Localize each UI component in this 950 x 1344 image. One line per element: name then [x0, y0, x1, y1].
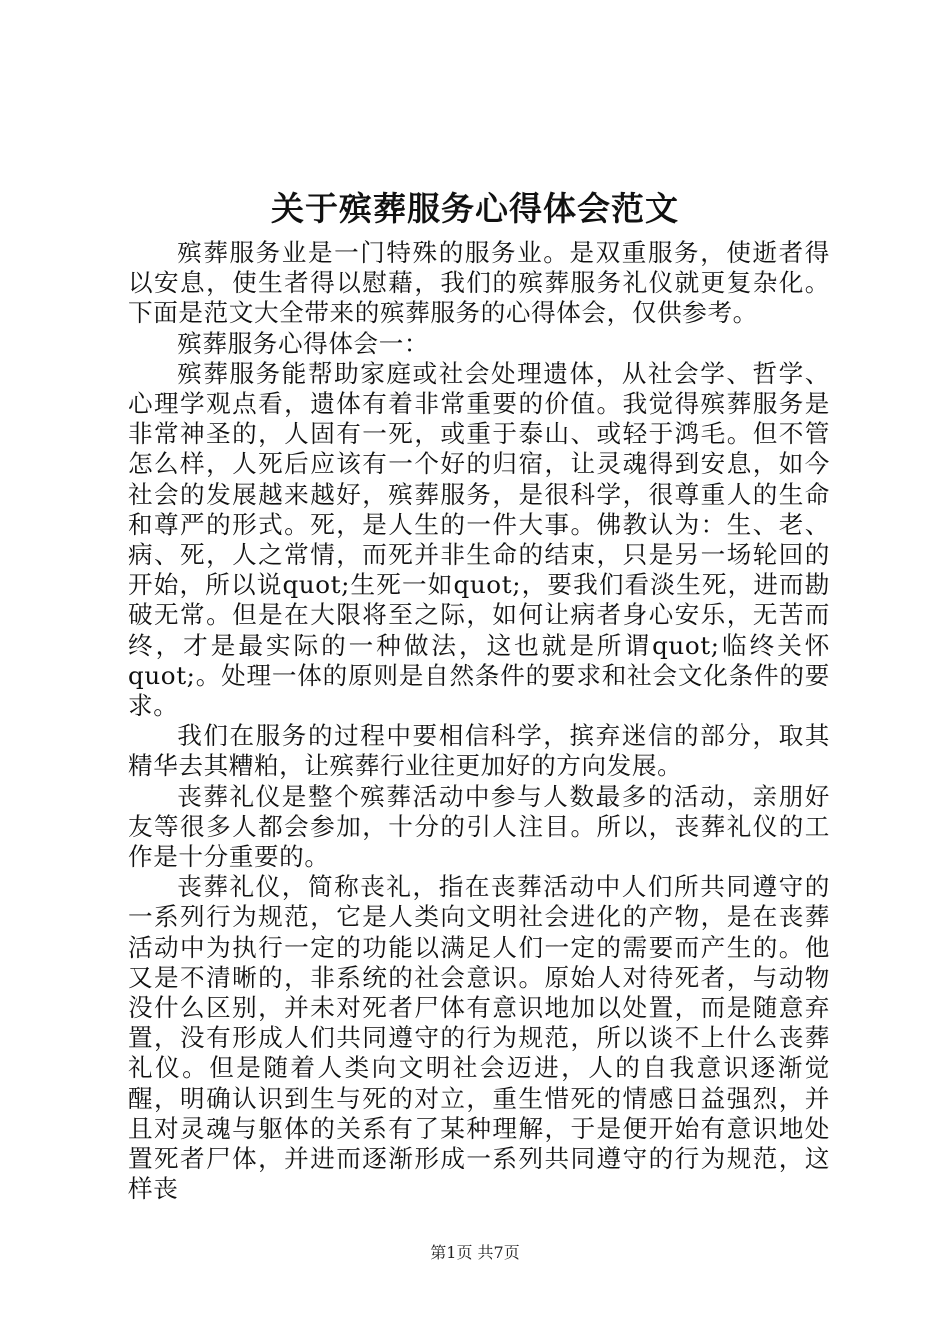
document-title: 关于殡葬服务心得体会范文	[271, 189, 679, 228]
paragraph-4: 丧葬礼仪，简称丧礼，指在丧葬活动中人们所共同遵守的一系列行为规范，它是人类向文明社会进化的产物，是在丧葬活动中为执行一定的功能以满足人们一定的需要而产生的。他又是不清晰的，非系统的社会意识。原始人对待死者，与动物没什么区别，并未对死者尸体有意识地加以处置，而是随意弃置，没有形成人们共同遵守的行为规范，所以谈不上什么丧葬礼仪。但是随着人类向文明社会迈进，人的自我意识逐渐觉醒，明确认识到生与死的对立，重生惜死的情感日益强烈，并且对灵魂与躯体的关系有了某种理解，于是便开始有意识地处置死者尸体，并进而逐渐形成一系列共同遵守的行为规范，这样丧	[128, 872, 830, 1204]
document-body	[128, 238, 830, 1205]
page-footer: 第1页 共7页	[430, 1243, 520, 1262]
paragraph-1: 殡葬服务能帮助家庭或社会处理遗体，从社会学、哲学、心理学观点看，遗体有着非常重要的价值。我觉得殡葬服务是非常神圣的，人固有一死，或重于泰山、或轻于鸿毛。但不管怎么样，人死后应该有一个好的归宿，让灵魂得到安息，如今社会的发展越来越好，殡葬服务，是很科学，很尊重人的生命和尊严的形式。死，是人生的一件大事。佛教认为：生、老、病、死，人之常情，而死并非生命的结束，只是另一场轮回的开始，所以说quot;生死一如quot;，要我们看淡生死，进而勘破无常。但是在大限将至之际，如何让病者身心安乐，无苦而终，才是最实际的一种做法，这也就是所谓quot;临终关怀quot;。处理一体的原则是自然条件的要求和社会文化条件的要求。	[128, 358, 830, 721]
paragraph-heading: 殡葬服务心得体会一：	[177, 328, 430, 358]
paragraph-3: 丧葬礼仪是整个殡葬活动中参与人数最多的活动，亲朋好友等很多人都会参加，十分的引人注目。所以，丧葬礼仪的工作是十分重要的。	[128, 781, 830, 872]
paragraph-intro: 殡葬服务业是一门特殊的服务业。是双重服务，使逝者得以安息，使生者得以慰藉，我们的殡葬服务礼仪就更复杂化。下面是范文大全带来的殡葬服务的心得体会，仅供参考。	[128, 238, 830, 328]
paragraph-2: 我们在服务的过程中要相信科学，摈弃迷信的部分，取其精华去其糟粕，让殡葬行业往更加好的方向发展。	[128, 721, 830, 781]
